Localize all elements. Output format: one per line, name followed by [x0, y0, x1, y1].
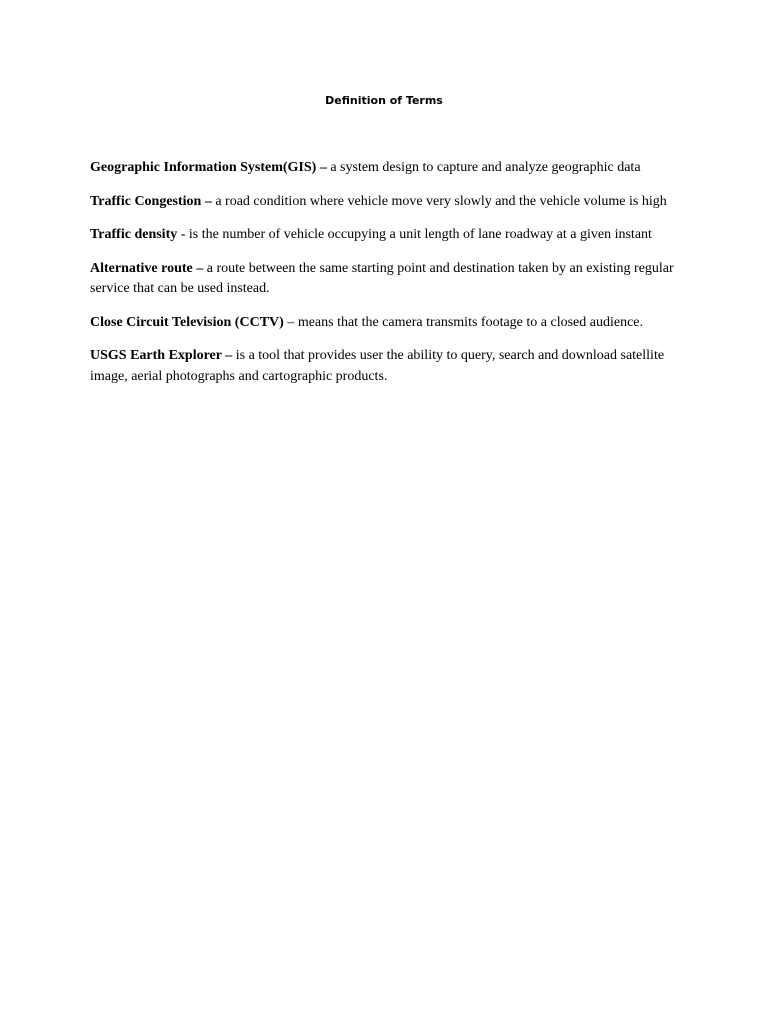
term-name: Close Circuit Television (CCTV) — [90, 314, 284, 330]
term-entry-gis — [90, 158, 682, 179]
term-entry-traffic-congestion — [90, 192, 682, 213]
term-entry-alternative-route — [90, 259, 682, 300]
term-definition: a route between the same starting point and destination taken by an existing regular service that can be used instead. — [90, 260, 674, 296]
term-name: Geographic Information System(GIS) – — [90, 160, 327, 175]
term-name: Traffic Congestion – — [90, 193, 212, 209]
terms-list — [90, 158, 682, 400]
term-definition: a road condition where vehicle move very slowly and the vehicle volume is high — [211, 193, 667, 209]
term-entry-cctv — [90, 313, 682, 334]
term-name: USGS Earth Explorer – — [90, 348, 233, 363]
term-entry-traffic-density — [90, 225, 682, 246]
term-name: Alternative route – — [90, 260, 204, 276]
term-name: Traffic density — [90, 227, 178, 242]
term-definition: - is the number of vehicle occupying a unit length of lane roadway at a given instant — [177, 227, 652, 242]
document-title: Definition of Terms — [325, 94, 443, 107]
term-definition: – means that the camera transmits footage to a closed audience. — [283, 314, 644, 330]
term-definition: is a tool that provides user the ability to query, search and download satellite image, aerial photographs and cartographic products. — [90, 348, 665, 384]
term-entry-usgs-earth-explorer — [90, 346, 682, 387]
term-definition: a system design to capture and analyze geographic data — [326, 160, 641, 175]
